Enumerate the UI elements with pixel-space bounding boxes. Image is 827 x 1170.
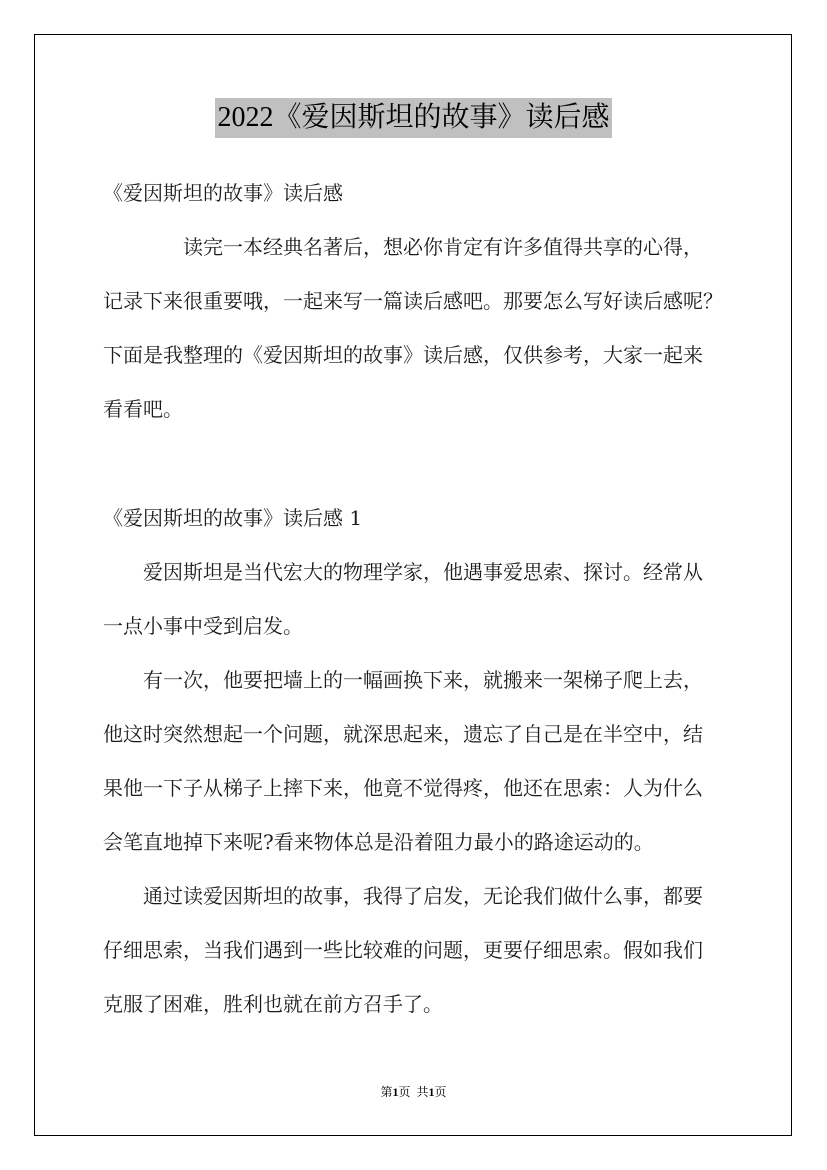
footer-prefix: 第 (380, 1085, 393, 1099)
page-footer (0, 1084, 827, 1100)
footer-total-pages: 1 (428, 1085, 435, 1099)
title-container (0, 98, 827, 138)
body-line: 爱因斯坦是当代宏大的物理学家，他遇事爱思索、探讨。经常从 (143, 560, 703, 584)
body-line: 克服了困难，胜利也就在前方召手了。 (103, 992, 443, 1016)
body-line: 仔细思索，当我们遇到一些比较难的问题，更要仔细思索。假如我们 (103, 938, 703, 962)
body-line: 他这时突然想起一个问题，就深思起来，遗忘了自己是在半空中，结 (103, 722, 703, 746)
intro-line: 读完一本经典名著后，想必你肯定有许多值得共享的心得， (183, 235, 703, 259)
footer-mid: 页 共 (398, 1085, 429, 1099)
document-title: 2022《爱因斯坦的故事》读后感 (215, 98, 611, 138)
subtitle: 《爱因斯坦的故事》读后感 (103, 181, 343, 205)
body-line: 有一次，他要把墙上的一幅画换下来，就搬来一架梯子爬上去， (143, 668, 703, 692)
footer-page-number: 1 (392, 1085, 399, 1099)
intro-line: 下面是我整理的《爱因斯坦的故事》读后感，仅供参考，大家一起来 (103, 343, 703, 367)
body-line: 通过读爱因斯坦的故事，我得了启发，无论我们做什么事，都要 (143, 884, 703, 908)
body-line: 一点小事中受到启发。 (103, 614, 303, 638)
intro-line: 记录下来很重要哦，一起来写一篇读后感吧。那要怎么写好读后感呢？ (103, 289, 723, 313)
body-line: 果他一下子从梯子上摔下来，他竟不觉得疼，他还在思索：人为什么 (103, 776, 703, 800)
body-line: 会笔直地掉下来呢?看来物体总是沿着阻力最小的路途运动的。 (103, 830, 654, 854)
section-heading: 《爱因斯坦的故事》读后感 1 (103, 506, 363, 530)
intro-line: 看看吧。 (103, 397, 183, 421)
footer-suffix: 页 (434, 1085, 447, 1099)
